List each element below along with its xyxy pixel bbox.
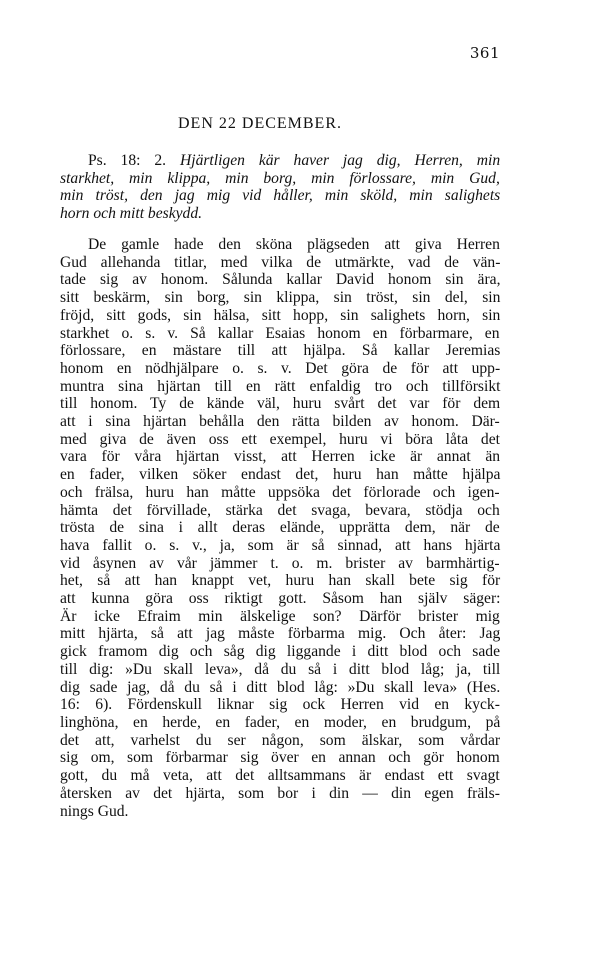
text-line: att kunna göra oss riktigt gott. Såsom han själv säger:: [60, 590, 501, 608]
page-number: 361: [469, 44, 500, 62]
text-line: sitt beskärm, sin borg, sin klippa, sin tröst, sin del, sin: [60, 289, 501, 307]
verse-text: starkhet, min klippa, min borg, min förlossare, min Gud,: [60, 169, 500, 187]
text-line: till honom. Ty de kände väl, huru svårt det var för dem: [60, 395, 501, 413]
text-line: linghöna, en herde, en fader, en moder, en brudgum, på: [60, 713, 501, 731]
text-line: nings Gud.: [60, 802, 129, 820]
text-line: tade sig av honom. Sålunda kallar David honom sin ära,: [60, 271, 501, 289]
text-line: starkhet o. s. v. Så kallar Esaias honom en förbarmare, en: [60, 324, 500, 342]
text-line: vid åsynen av vår jämmer t. o. m. brister av barmhärtig-: [60, 554, 500, 572]
verse-line: [60, 187, 500, 205]
verse-line: [60, 170, 500, 188]
text-line: fröjd, sitt gods, sin hälsa, sitt hopp, sin salighets horn, sin: [60, 306, 501, 324]
text-line: gick framom dig och såg dig liggande i ditt blod och sade: [60, 643, 501, 661]
text-line: Är icke Efraim min älskelige son? Därför brister mig: [60, 607, 500, 625]
text-line: till dig: »Du skall leva», då du så i ditt blod låg; ja, till: [60, 660, 501, 678]
text-line: muntra sina hjärtan till en rätt enfaldig tro och tillförsikt: [60, 377, 501, 395]
text-line: dig sade jag, då du så i ditt blod låg: »Du skall leva» (Hes.: [60, 678, 501, 696]
text-line: förlossare, en mästare till att hjälpa. Så kallar Jeremias: [60, 342, 501, 360]
verse-text: horn och mitt beskydd.: [60, 205, 203, 223]
text-line: trösta de sina i allt deras elände, upprätta dem, när de: [60, 519, 500, 537]
text-line: het, så att han knappt vet, huru han skall bete sig för: [60, 572, 501, 590]
text-line: Gud allehanda titlar, med vilka de utmärkte, vad de vän-: [60, 253, 501, 271]
text-line: en fader, vilken söker endast det, huru han måtte hjälpa: [60, 466, 501, 484]
page-heading: DEN 22 DECEMBER.: [178, 115, 342, 132]
verse-text: Hjärtligen kär haver jag dig, Herren, min: [179, 152, 501, 169]
verse-reference: Ps. 18: 2.: [88, 152, 167, 169]
text-line: honom en nödhjälpare o. s. v. Det göra de för att upp-: [60, 359, 501, 377]
text-line: 16: 6). Fördenskull liknar sig ock Herren vid en kyck-: [60, 696, 500, 714]
text-line: hämta det förvillade, stärka det svaga, bevara, stödja och: [60, 501, 500, 519]
verse-line: [60, 205, 500, 223]
text-line: det att, varhelst du ser någon, som älskar, som vårdar: [60, 731, 501, 749]
verse-line: [60, 152, 500, 170]
verse-text: min tröst, den jag mig vid håller, min sköld, min salighets: [60, 187, 501, 205]
body-text: [60, 236, 500, 820]
text-line: vara för våra hjärtan visst, att Herren icke är annat än: [60, 448, 501, 466]
scripture-verse: [60, 152, 500, 223]
text-line: sig om, som förbarmar sig över en annan och gör honom: [60, 749, 500, 767]
text-line: mitt hjärta, så att jag måste förbarma mig. Och åter: Jag: [60, 625, 501, 643]
text-line: De gamle hade den sköna plägseden att giva Herren: [88, 236, 500, 253]
text-line: hava fallit o. s. v., ja, som är så sinnad, att hans hjärta: [60, 536, 501, 554]
text-line: att i sina hjärtan behålla den rätta bilden av honom. Där-: [60, 413, 500, 431]
text-line: och frälsa, huru han måtte uppsöka det förlorade och igen-: [60, 483, 500, 501]
text-line: gott, du må veta, att det alltsammans är endast ett svagt: [60, 767, 500, 785]
text-line: återsken av det hjärta, som bor i din — din egen fräls-: [60, 784, 500, 802]
text-line: med giva de även oss ett exempel, huru vi böra låta det: [60, 430, 500, 448]
